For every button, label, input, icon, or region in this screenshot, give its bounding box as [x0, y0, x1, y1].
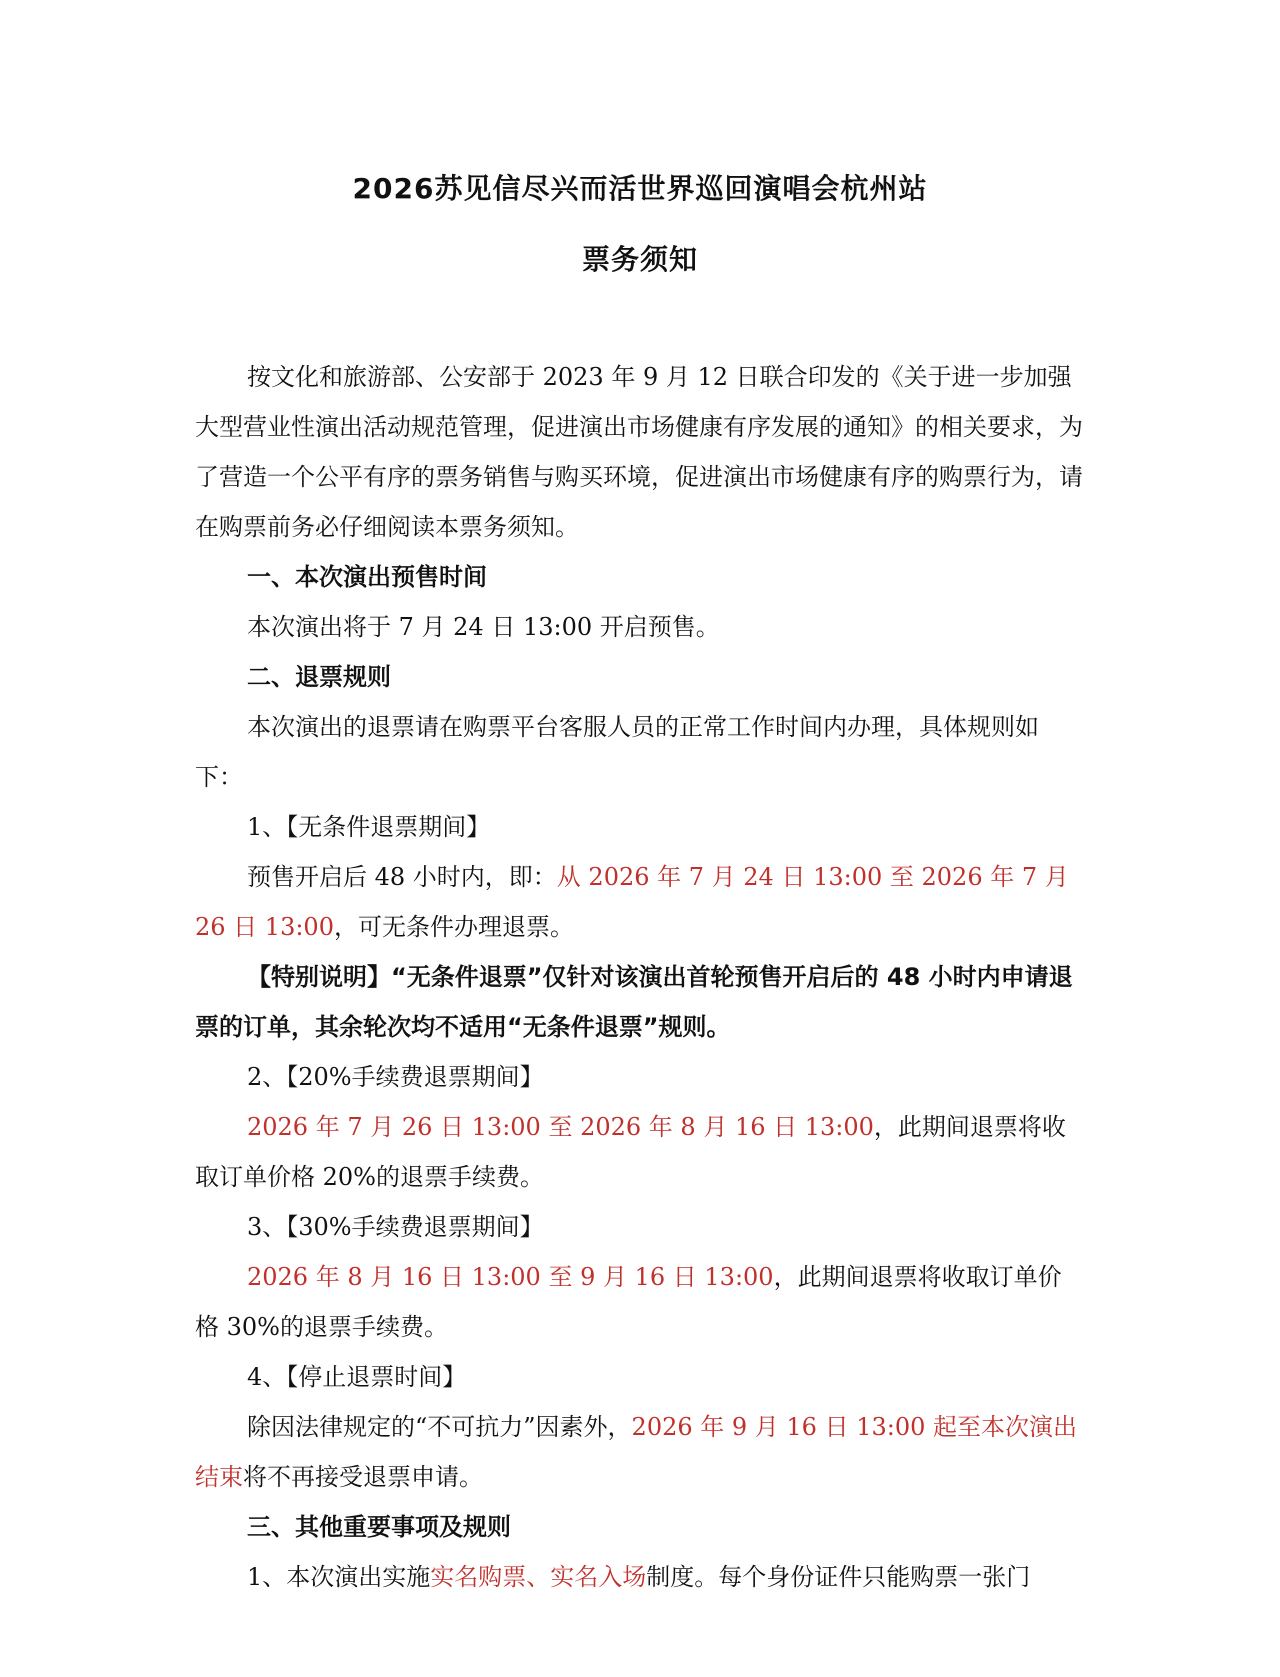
rule4-text [195, 1402, 1085, 1502]
rule2-text [195, 1102, 1085, 1202]
rule4-post: 将不再接受退票申请。 [243, 1463, 483, 1491]
item1-post: 制度。每个身份证件只能购票一张门 [646, 1563, 1031, 1591]
item1-pre: 1、本次演出实施 [247, 1563, 431, 1591]
document-body [195, 352, 1085, 1602]
section1-heading: 一、本次演出预售时间 [247, 563, 487, 591]
section3-item1-text [195, 1552, 1085, 1602]
document-subtitle: 票务须知 [581, 243, 698, 276]
section3-heading: 三、其他重要事项及规则 [247, 1513, 511, 1541]
rule1-text [195, 852, 1085, 952]
rule2-label: 2、【20%手续费退票期间】 [247, 1063, 544, 1091]
intro-paragraph: 按文化和旅游部、公安部于 2023 年 9 月 12 日联合印发的《关于进一步加强大型营业性演出活动规范管理，促进演出市场健康有序发展的通知》的相关要求，为了营造一个公平有序的票务销售与购买环境，促进演出市场健康有序的购票行为，请在购票前务必仔细阅读本票务须知。 [195, 363, 1083, 541]
rule2-period: 2026 年 7 月 26 日 13:00 至 2026 年 8 月 16 日 13:00 [247, 1113, 874, 1141]
rule2-post: ，此期间退票将收取订单价格 20%的退票手续费。 [195, 1113, 1066, 1191]
rule1-pre: 预售开启后 48 小时内，即： [247, 863, 557, 891]
special-note: 【特别说明】“无条件退票”仅针对该演出首轮预售开启后的 48 小时内申请退票的订单，其余轮次均不适用“无条件退票”规则。 [195, 963, 1073, 1041]
rule4-pre: 除因法律规定的“不可抗力”因素外， [247, 1413, 632, 1441]
rule4-period: 2026 年 9 月 16 日 13:00 起至本次演出结束 [195, 1413, 1077, 1491]
rule3-label: 3、【30%手续费退票期间】 [247, 1213, 544, 1241]
rule4-label: 4、【停止退票时间】 [247, 1363, 467, 1391]
rule3-post: ，此期间退票将收取订单价格 30%的退票手续费。 [195, 1263, 1062, 1341]
rule1-period: 从 2026 年 7 月 24 日 13:00 至 2026 年 7 月 26 日 13:00 [195, 863, 1069, 941]
rule1-label: 1、【无条件退票期间】 [247, 813, 491, 841]
rule1-post: ，可无条件办理退票。 [333, 913, 574, 941]
item1-realname: 实名购票、实名入场 [430, 1563, 647, 1591]
refund-intro-text: 本次演出的退票请在购票平台客服人员的正常工作时间内办理，具体规则如下： [195, 713, 1039, 791]
rule3-text [195, 1252, 1085, 1352]
rule3-period: 2026 年 8 月 16 日 13:00 至 9 月 16 日 13:00 [247, 1263, 774, 1291]
document-title: 2026苏见信尽兴而活世界巡回演唱会杭州站 [352, 172, 928, 205]
presale-time-text: 本次演出将于 7 月 24 日 13:00 开启预售。 [247, 613, 720, 641]
section2-heading: 二、退票规则 [247, 663, 391, 691]
